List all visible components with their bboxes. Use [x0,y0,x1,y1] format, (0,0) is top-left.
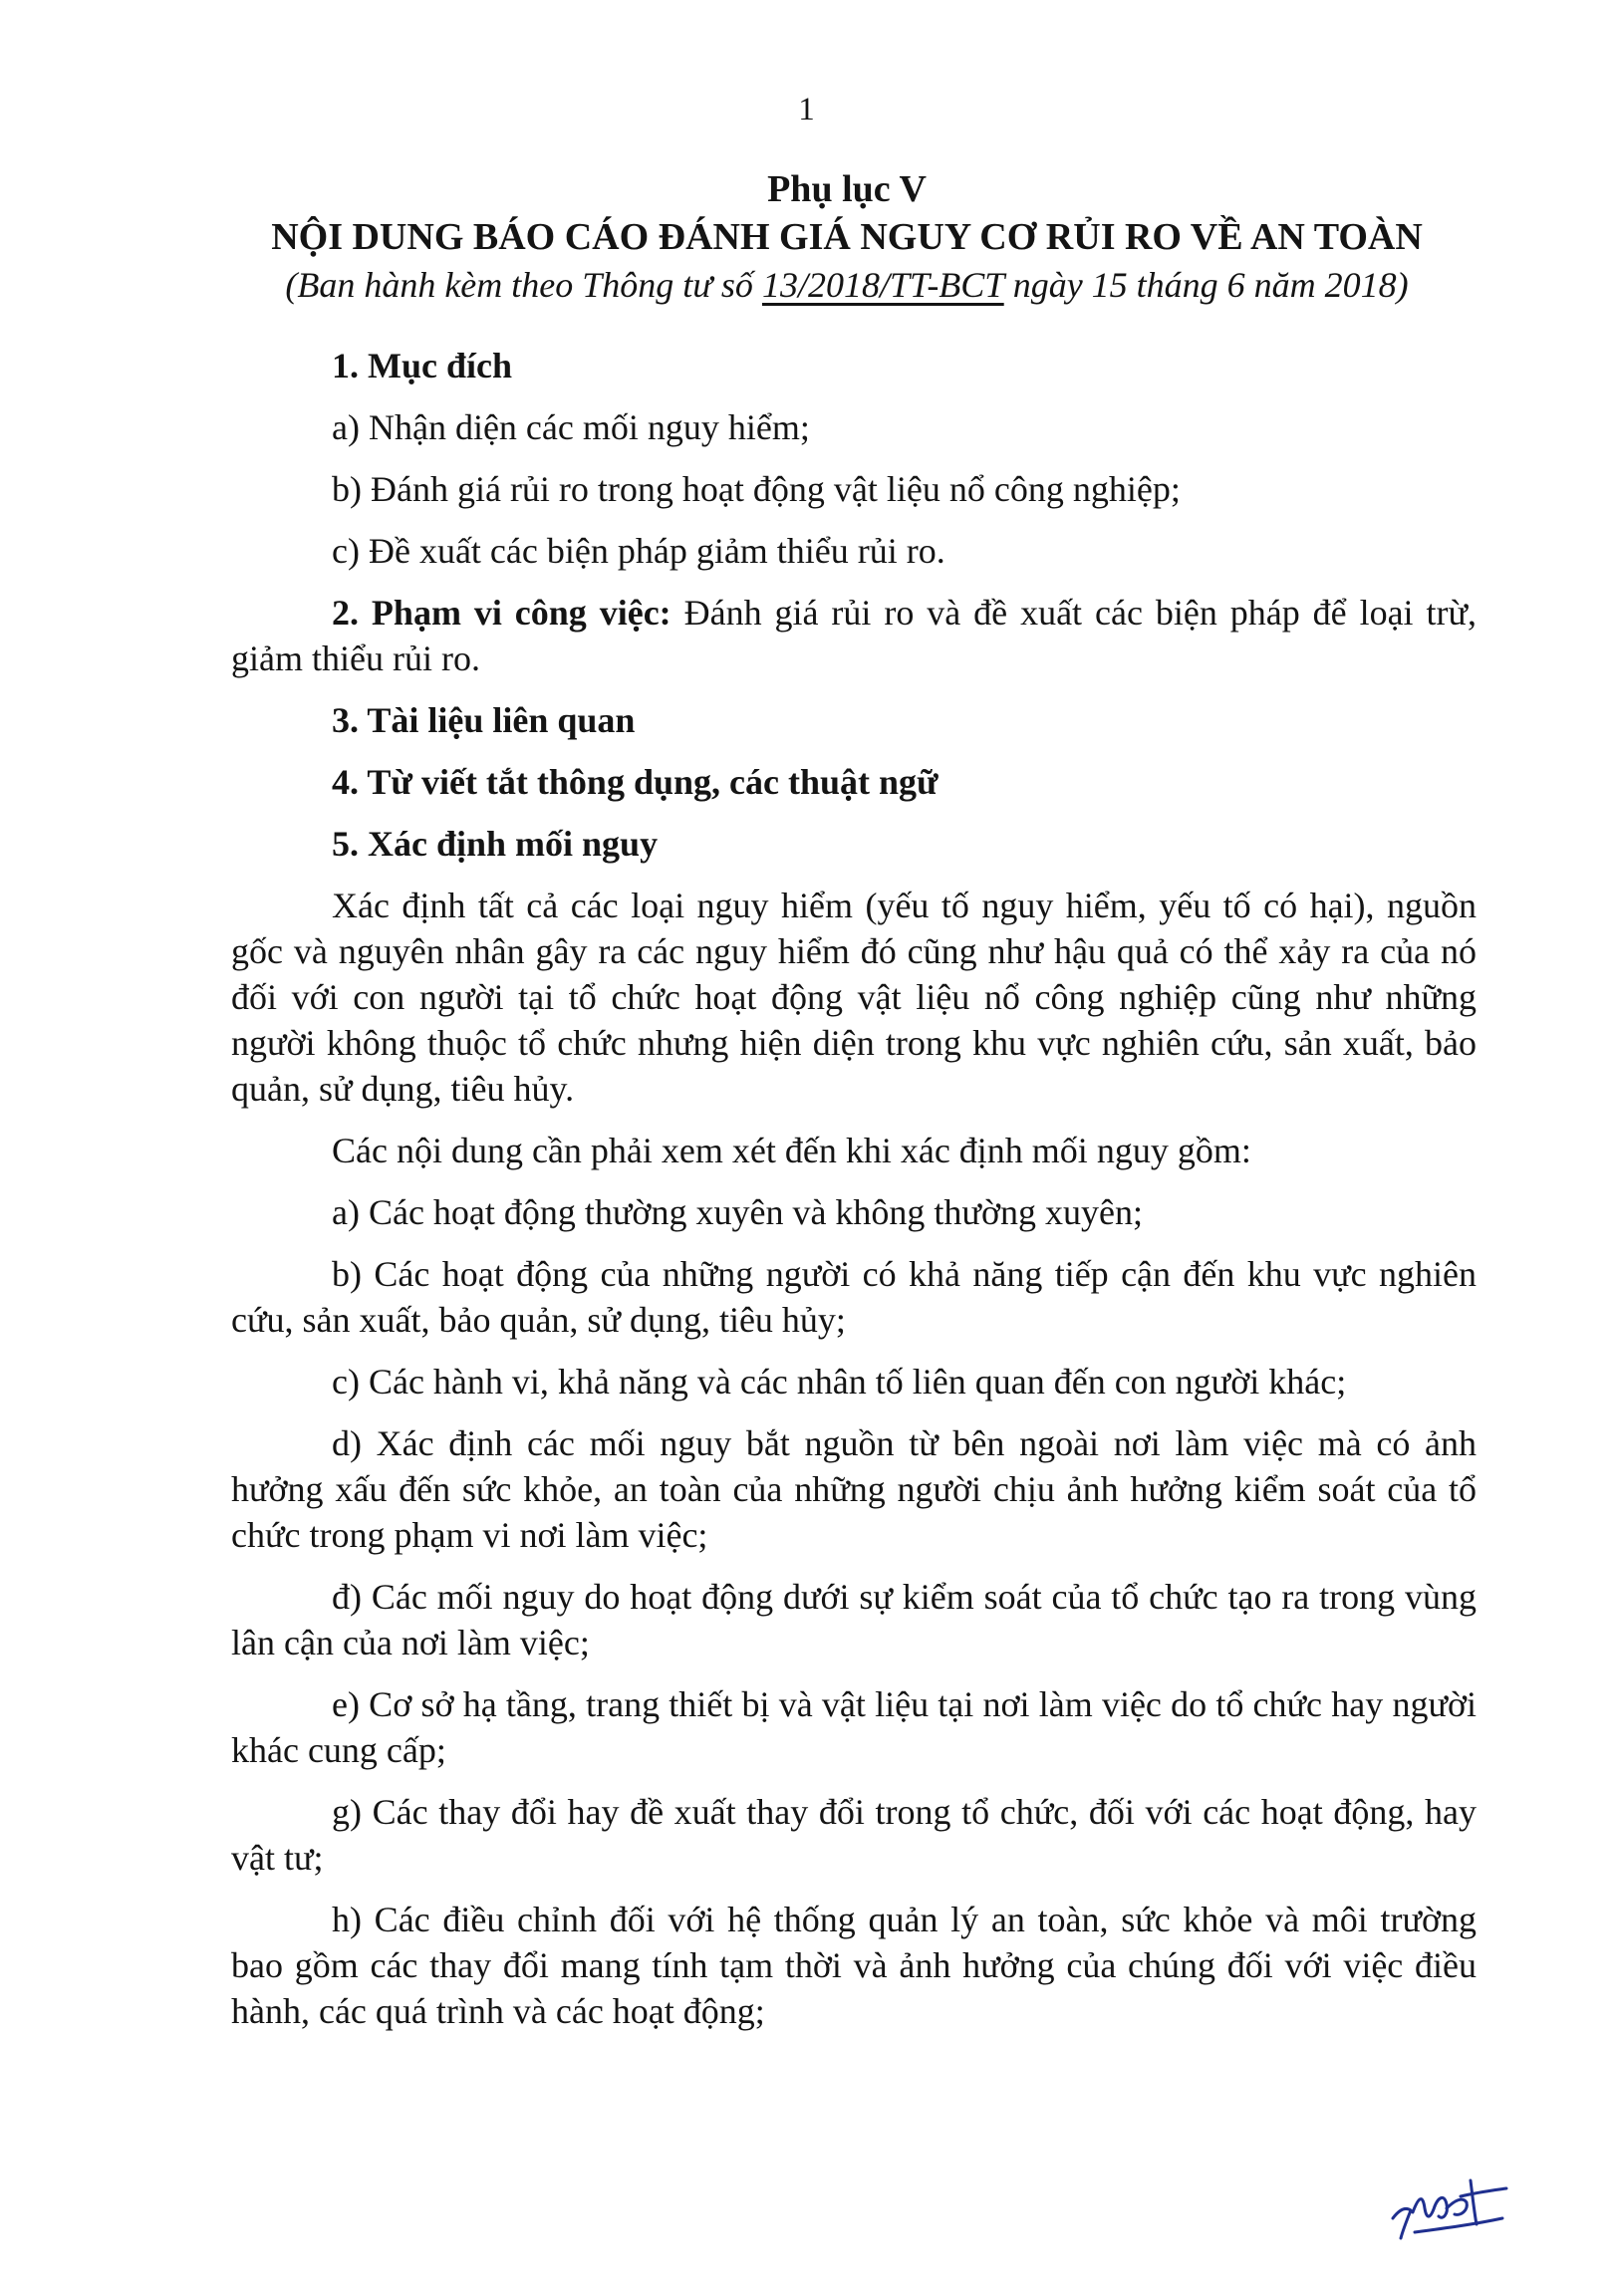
issued-doc-number: 13/2018/TT-BCT [761,265,1004,305]
section-5-item-dd: đ) Các mối nguy do hoạt động dưới sự kiểm soát của tổ chức tạo ra trong vùng lân cận của nơi làm việc; [231,1577,1477,1662]
handwritten-initials-signature [1385,2167,1514,2246]
document-body [231,343,1477,2050]
issued-suffix: ngày 15 tháng 6 năm 2018) [1003,265,1409,305]
issued-note [199,261,1494,309]
issued-prefix: (Ban hành kèm theo Thông tư số [285,265,762,305]
section-3-heading: 3. Tài liệu liên quan [332,700,636,740]
section-5-paragraph-1: Xác định tất cả các loại nguy hiểm (yếu tố nguy hiểm, yếu tố có hại), nguồn gốc và nguyên nhân gây ra các nguy hiểm đó cũng như hậu quả có thể xảy ra của nó đối với con người tại tổ chức hoạt động vật liệu nổ công nghiệp cũng như những người không thuộc tổ chức nhưng hiện diện trong khu vực nghiên cứu, sản xuất, bảo quản, sử dụng, tiêu hủy. [231,886,1477,1109]
section-5-item-g: g) Các thay đổi hay đề xuất thay đổi trong tổ chức, đối với các hoạt động, hay vật tư; [231,1792,1477,1878]
section-1-item-b: b) Đánh giá rủi ro trong hoạt động vật liệu nổ công nghiệp; [332,469,1181,509]
section-5-item-c: c) Các hành vi, khả năng và các nhân tố liên quan đến con người khác; [332,1362,1347,1402]
section-1-heading: 1. Mục đích [332,346,513,385]
section-4-heading: 4. Từ viết tắt thông dụng, các thuật ngữ [332,762,939,802]
section-1-item-c: c) Đề xuất các biện pháp giảm thiểu rủi ro. [332,531,945,571]
section-2-paragraph [231,590,1477,681]
section-2-heading: 2. Phạm vi công việc: [332,593,672,633]
section-5-paragraph-2: Các nội dung cần phải xem xét đến khi xác định mối nguy gồm: [332,1131,1251,1170]
section-1-item-a: a) Nhận diện các mối nguy hiểm; [332,407,810,447]
section-5-item-h: h) Các điều chỉnh đối với hệ thống quản lý an toàn, sức khỏe và môi trường bao gồm các thay đổi mang tính tạm thời và ảnh hưởng của chúng đối với việc điều hành, các quá trình và các hoạt động; [231,1900,1477,2031]
document-title: NỘI DUNG BÁO CÁO ĐÁNH GIÁ NGUY CƠ RỦI RO VỀ AN TOÀN [271,216,1423,258]
section-5-heading: 5. Xác định mối nguy [332,824,659,864]
section-5-item-a: a) Các hoạt động thường xuyên và không thường xuyên; [332,1192,1143,1232]
section-5-item-b: b) Các hoạt động của những người có khả năng tiếp cận đến khu vực nghiên cứu, sản xuất, bảo quản, sử dụng, tiêu hủy; [231,1254,1477,1340]
document-header [199,165,1494,309]
section-5-item-d: d) Xác định các mối nguy bắt nguồn từ bên ngoài nơi làm việc mà có ảnh hưởng xấu đến sức khỏe, an toàn của những người chịu ảnh hưởng kiểm soát của tổ chức trong phạm vi nơi làm việc; [231,1423,1477,1555]
section-5-item-e: e) Cơ sở hạ tầng, trang thiết bị và vật liệu tại nơi làm việc do tổ chức hay người khác cung cấp; [231,1684,1477,1770]
appendix-title: Phụ lục V [767,168,927,210]
section-2-text: Đánh giá rủi ro và đề xuất các biện pháp để loại trừ, giảm thiểu rủi ro. [231,593,1477,678]
page-number: 1 [798,92,815,128]
